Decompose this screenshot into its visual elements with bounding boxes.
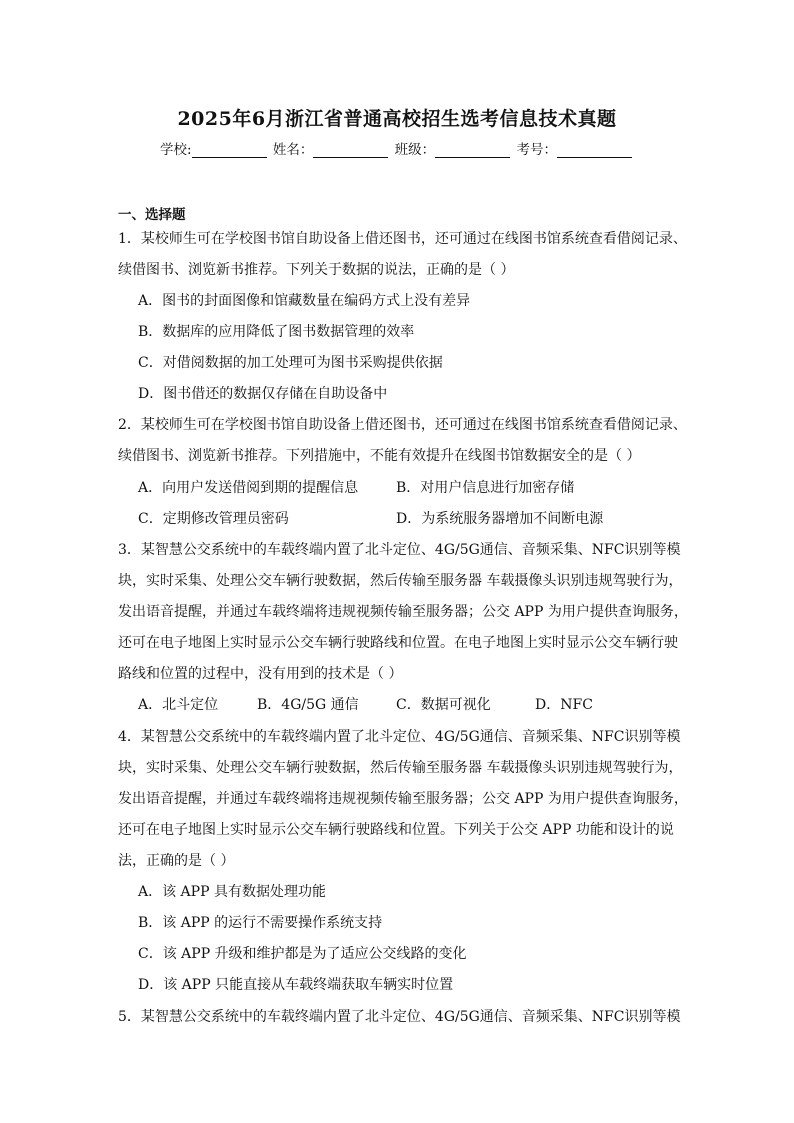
question-3-option-a: A．北斗定位 bbox=[138, 697, 219, 713]
question-2-option-b: B．对用户信息进行加密存储 bbox=[396, 480, 575, 496]
name-blank bbox=[313, 143, 388, 158]
question-3-stem-line-2: 块，实时采集、处理公交车辆行驶数据，然后传输至服务器 车载摄像头识别违规驾驶行为， bbox=[118, 573, 683, 589]
question-1-option-b: B．数据库的应用降低了图书数据管理的效率 bbox=[138, 324, 415, 340]
question-4-stem-line-4: 还可在电子地图上实时显示公交车辆行驶路线和位置。下列关于公交 APP 功能和设计的说 bbox=[118, 822, 674, 838]
question-3-stem-line-5: 路线和位置的过程中，没有用到的技术是（ ） bbox=[118, 666, 403, 682]
question-1-option-d: D．图书借还的数据仅存储在自助设备中 bbox=[138, 386, 388, 402]
question-3-option-b: B．4G/5G 通信 bbox=[257, 697, 359, 713]
question-2-stem-line-1: 2．某校师生可在学校图书馆自助设备上借还图书，还可通过在线图书馆系统查看借阅记录、 bbox=[118, 417, 687, 433]
question-4-stem-line-5: 法，正确的是（ ） bbox=[118, 853, 235, 869]
name-label: 姓名： bbox=[272, 142, 314, 158]
question-3-option-d: D．NFC bbox=[535, 697, 593, 713]
question-4-option-b: B．该 APP 的运行不需要操作系统支持 bbox=[138, 915, 383, 931]
question-2-option-d: D．为系统服务器增加不间断电源 bbox=[396, 511, 604, 527]
section-heading: 一、选择题 bbox=[118, 207, 186, 223]
question-4-stem-line-3: 发出语音提醒，并通过车载终端将违规视频传输至服务器；公交 APP 为用户提供查询服务， bbox=[118, 791, 688, 807]
question-4-stem-line-2: 块，实时采集、处理公交车辆行驶数据，然后传输至服务器 车载摄像头识别违规驾驶行为， bbox=[118, 760, 683, 776]
question-3-stem-line-3: 发出语音提醒，并通过车载终端将违规视频传输至服务器；公交 APP 为用户提供查询服务， bbox=[118, 604, 688, 620]
class-blank bbox=[435, 143, 510, 158]
school-label: 学校: bbox=[160, 142, 192, 158]
question-4-option-c: C．该 APP 升级和维护都是为了适应公交线路的变化 bbox=[138, 946, 467, 962]
question-2-stem-line-2: 续借图书、浏览新书推荐。下列措施中，不能有效提升在线图书馆数据安全的是（ ） bbox=[118, 448, 641, 464]
question-4-option-a: A．该 APP 具有数据处理功能 bbox=[138, 884, 326, 900]
question-2-option-c: C．定期修改管理员密码 bbox=[138, 511, 289, 527]
question-3-option-c: C．数据可视化 bbox=[396, 697, 491, 713]
school-blank bbox=[192, 143, 267, 158]
question-3-stem-line-1: 3．某智慧公交系统中的车载终端内置了北斗定位、4G/5G通信、音频采集、NFC识别等模 bbox=[118, 542, 681, 558]
question-1-option-c: C．对借阅数据的加工处理可为图书采购提供依据 bbox=[138, 355, 443, 371]
student-info-line bbox=[0, 138, 794, 158]
question-3-stem-line-4: 还可在电子地图上实时显示公交车辆行驶路线和位置。在电子地图上实时显示公交车辆行驶 bbox=[118, 635, 678, 651]
class-label: 班级： bbox=[394, 142, 436, 158]
exam-title: 2025年6月浙江省普通高校招生选考信息技术真题 bbox=[177, 108, 617, 130]
question-1-stem-line-2: 续借图书、浏览新书推荐。下列关于数据的说法，正确的是（ ） bbox=[118, 262, 515, 278]
exam-number-label: 考号： bbox=[516, 142, 557, 158]
question-4-stem-line-1: 4．某智慧公交系统中的车载终端内置了北斗定位、4G/5G通信、音频采集、NFC识别等模 bbox=[118, 729, 681, 745]
exam-number-blank bbox=[557, 143, 632, 158]
question-5-stem-line-1: 5．某智慧公交系统中的车载终端内置了北斗定位、4G/5G通信、音频采集、NFC识别等模 bbox=[118, 1009, 681, 1025]
question-2-option-a: A．向用户发送借阅到期的提醒信息 bbox=[138, 480, 359, 496]
question-4-option-d: D．该 APP 只能直接从车载终端获取车辆实时位置 bbox=[138, 977, 454, 993]
question-1-option-a: A．图书的封面图像和馆藏数量在编码方式上没有差异 bbox=[138, 293, 471, 309]
question-1-stem-line-1: 1．某校师生可在学校图书馆自助设备上借还图书，还可通过在线图书馆系统查看借阅记录、 bbox=[118, 231, 687, 247]
